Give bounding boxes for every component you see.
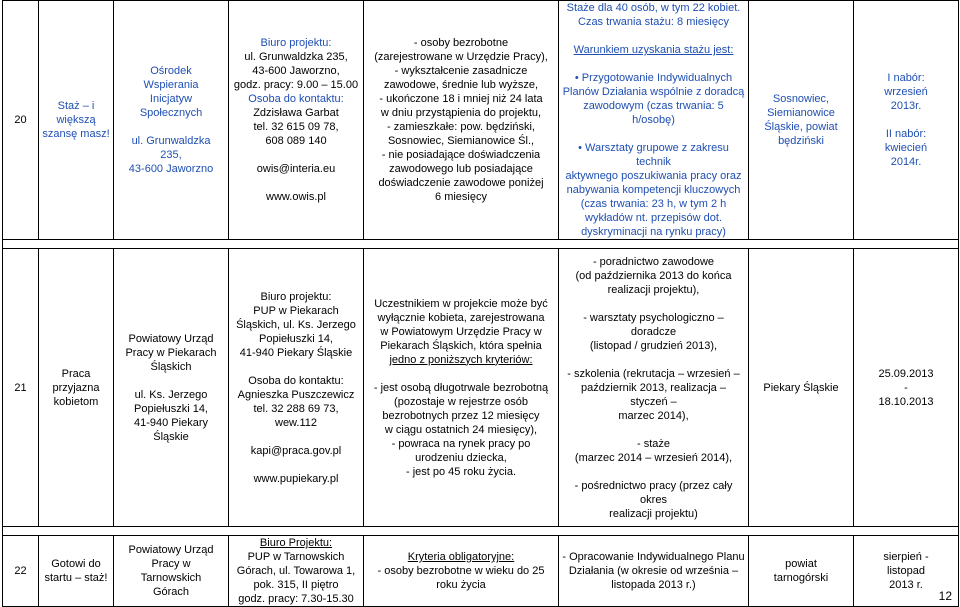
participants-line: w Powiatowym Urzędzie Pracy w [380,325,542,338]
organizer-line: Pracy w [151,558,191,570]
support-cell [559,249,749,527]
participants-line: zawodowego lub posiadające [389,163,533,175]
support-item [561,423,746,437]
participants-line: w ciągu ostatnich 24 miesięcy), [384,423,538,436]
support-item: - warsztaty psychologiczno – doradcze [583,311,724,338]
row-number: 20 [3,1,39,240]
contact-line: Agnieszka Puszczewicz [237,388,355,401]
spacer [561,29,746,43]
organizer-line: Społecznych [139,107,203,119]
email-link[interactable]: owis@interia.eu [256,163,336,175]
dates-cell [854,1,959,240]
participants-cell [364,536,559,607]
date-line: I nabór: [887,72,925,84]
area-cell [749,536,854,607]
support-item: (czas trwania: 23 h, w tym 2 h [580,198,727,210]
area-line: Siemianowice [767,107,835,119]
contact-line: tel. 32 615 09 78, [253,121,339,133]
support-item: • Warsztaty grupowe z zakresu technik [578,142,729,168]
contact-line [231,148,361,162]
project-title: Staż – i większą szansę masz! [39,1,114,240]
participants-criteria-label: jedno z poniższych kryteriów: [389,353,533,366]
participants-cell [364,1,559,240]
participants-line: - nie posiadające doświadczenia [381,149,541,161]
participants-line: Sosnowiec, Siemianowice Śl., [387,135,535,147]
table-row [3,249,959,527]
participants-line: - osoby bezrobotne [413,37,509,49]
support-item [561,353,746,367]
area-line: Sosnowiec, [772,93,830,105]
support-item: realizacji projektu) [609,507,698,520]
office-line: pok. 315, II piętro [253,579,339,591]
support-item: Działania (w okresie od września – [568,565,739,577]
date-line: wrzesień [884,86,928,98]
organizer-line: Górach [152,586,190,598]
participants-line: w dniu przystąpienia do projektu, [380,107,542,119]
support-item: (od października 2013 do końca [575,269,732,282]
participants-line: (zarejestrowane w Urzędzie Pracy), [374,51,548,63]
organizer-line: 41-940 Piekary [134,416,208,429]
office-line: godz. pracy: 7.30-15.30 [238,593,354,605]
office-line: PUP w Tarnowskich [247,551,345,563]
row-gap [3,240,959,249]
participants-criteria-label: Kryteria obligatoryjne: [407,551,515,563]
support-item: • Przygotowanie Indywidualnych [574,72,733,84]
contact-line: 608 089 140 [265,135,327,147]
contact-line: Zdzisława Garbat [253,107,339,119]
area-line: Śląskie, powiat [764,121,838,133]
dates-cell [854,249,959,527]
support-item: (listopad / grudzień 2013), [589,339,718,352]
office-line: Górach, ul. Towarowa 1, [236,565,356,577]
contact-line [231,458,361,472]
support-item: - pośrednictwo pracy (przez cały okres [574,479,733,506]
organizer-line: Śląskie [153,430,189,443]
support-item: marzec 2014), [618,409,689,422]
contact-line [231,176,361,190]
organizer-line: ul. Ks. Jerzego [134,388,208,401]
spacer [561,57,746,71]
table-row [3,1,959,240]
support-item: - staże [636,437,670,450]
support-item: listopada 2013 r.) [611,579,696,591]
email-link[interactable]: kapi@praca.gov.pl [250,444,342,457]
organizer-line: Pracy w Piekarach [125,346,217,359]
support-item: nabywania kompetencji kluczowych [566,184,741,196]
organizer-line: Wspierania [143,79,199,91]
organizer-cell [114,536,229,607]
participants-line: bezrobotnych przez 12 miesięcy [382,409,540,422]
support-cell [559,536,749,607]
date-line: 18.10.2013 [878,395,934,408]
organizer-line: 235, [160,149,182,161]
organizer-line: Ośrodek [150,65,192,77]
office-cell [229,536,364,607]
row-number: 22 [3,536,39,607]
support-item: aktywnego poszukiwania pracy oraz [565,170,742,182]
support-item: Planów Działania wspólnie z doradcą [562,86,745,98]
organizer-line: Popiełuszki 14, [134,402,208,415]
support-item: zawodowym (czas trwania: 5 h/osobę) [583,100,724,126]
office-line: Śląskich, ul. Ks. Jerzego [236,318,356,331]
office-label: Biuro projektu: [260,290,332,303]
support-line: Czas trwania stażu: 8 miesięcy [578,16,729,28]
office-line: 43-600 Jaworzno, [252,65,340,77]
support-item: (marzec 2014 – wrzesień 2014), [574,451,733,464]
table-row [3,536,959,607]
date-line: 2014r. [890,156,922,168]
organizer-cell [114,1,229,240]
support-item: dyskryminacji na rynku pracy) [581,226,726,238]
participants-line: - jest po 45 roku życia. [405,465,517,478]
office-line: PUP w Piekarach [253,304,339,317]
date-line: II nabór: [885,128,927,140]
website-link[interactable]: www.pupiekary.pl [253,472,339,485]
support-item: wykładów nt. przepisów dot. [585,212,722,224]
spacer [366,367,556,381]
row-number: 21 [3,249,39,527]
support-item [561,297,746,311]
organizer-line: ul. Grunwaldzka [131,135,211,147]
support-item [561,465,746,479]
date-line: kwiecień [884,142,928,154]
participants-cell [364,249,559,527]
project-title: Gotowi do startu – staż! [39,536,114,607]
participants-line: zawodowe, średnie lub wyższe, [383,79,539,91]
office-cell [229,249,364,527]
office-line: 41-940 Piekary Śląskie [239,346,353,359]
participants-line: roku życia [436,579,486,591]
area-line: powiat [785,558,817,570]
organizer-line: Tarnowskich [140,572,202,584]
contact-label: Osoba do kontaktu: [248,374,344,387]
participants-line: 6 miesięcy [435,191,487,203]
organizer-line: Śląskich [150,360,192,373]
office-cell [229,1,364,240]
participants-line: - osoby bezrobotne w wieku do 25 [377,565,545,577]
date-line: listopad [887,565,925,577]
participants-line: - powraca na rynek pracy po [391,437,531,450]
organizer-cell [114,249,229,527]
area-line: będziński [778,135,824,147]
participants-line: - ukończone 18 i mniej niż 24 lata [379,93,543,105]
office-line: godz. pracy: 9.00 – 15.00 [233,79,359,91]
support-item: - szkolenia (rekrutacja – wrzesień – [567,367,740,380]
participants-line: - jest osobą długotrwale bezrobotną [373,381,549,394]
office-line: Popiełuszki 14, [259,332,333,345]
participants-line: Piekarach Śląskich, która spełnia [380,339,542,352]
organizer-line: 43-600 Jaworzno [128,163,214,175]
support-cell [559,1,749,240]
participants-line: - zamieszkałe: pow. będziński, [387,121,535,133]
date-line: - [904,381,908,394]
organizer-line [116,374,226,388]
row-gap [3,527,959,536]
area-cell [749,1,854,240]
participants-line: (pozostaje w rejestrze osób [394,395,528,408]
support-item: - Opracowanie Indywidualnego Planu [562,551,745,563]
support-line: Staże dla 40 osób, w tym 22 kobiet. [566,2,741,14]
support-condition: Warunkiem uzyskania stażu jest: [573,44,734,56]
support-item: - poradnictwo zawodowe [592,255,715,268]
website-link[interactable]: www.owis.pl [266,191,326,203]
contact-label: Osoba do kontaktu: [248,93,344,105]
office-line: ul. Grunwaldzka 235, [244,51,348,63]
area-cell: Piekary Śląskie [749,249,854,527]
projects-table [2,0,959,607]
participants-line: doświadczenie zawodowe poniżej [378,177,544,189]
date-line: 25.09.2013 [878,367,934,380]
contact-line [231,430,361,444]
participants-line: - wykształcenie zasadnicze [394,65,528,77]
date-line: 2013r. [890,100,922,112]
spacer [231,360,361,374]
participants-line: wyłącznie kobieta, zarejestrowana [377,311,545,324]
organizer-line: Inicjatyw [149,93,193,105]
date-line: sierpień - [883,551,929,563]
contact-line: tel. 32 288 69 73, [253,402,339,415]
office-label: Biuro projektu: [260,37,332,49]
area-line: tarnogórski [773,572,829,584]
organizer-line: Powiatowy Urząd [128,544,214,556]
organizer-line [116,120,226,134]
support-item: październik 2013, realizacja – styczeń – [581,381,726,408]
contact-line: wew.112 [275,416,317,429]
project-title: Praca przyjazna kobietom [39,249,114,527]
page-number: 12 [938,589,952,603]
date-line: 2013 r. [889,579,923,591]
support-item [561,127,746,141]
office-label: Biuro Projektu: [259,537,333,549]
support-item: realizacji projektu), [607,283,700,296]
participants-line: urodzeniu dziecka, [415,451,507,464]
organizer-line: Powiatowy Urząd [128,332,214,345]
participants-line: Uczestnikiem w projekcie może być [374,297,548,310]
date-line [856,113,956,127]
